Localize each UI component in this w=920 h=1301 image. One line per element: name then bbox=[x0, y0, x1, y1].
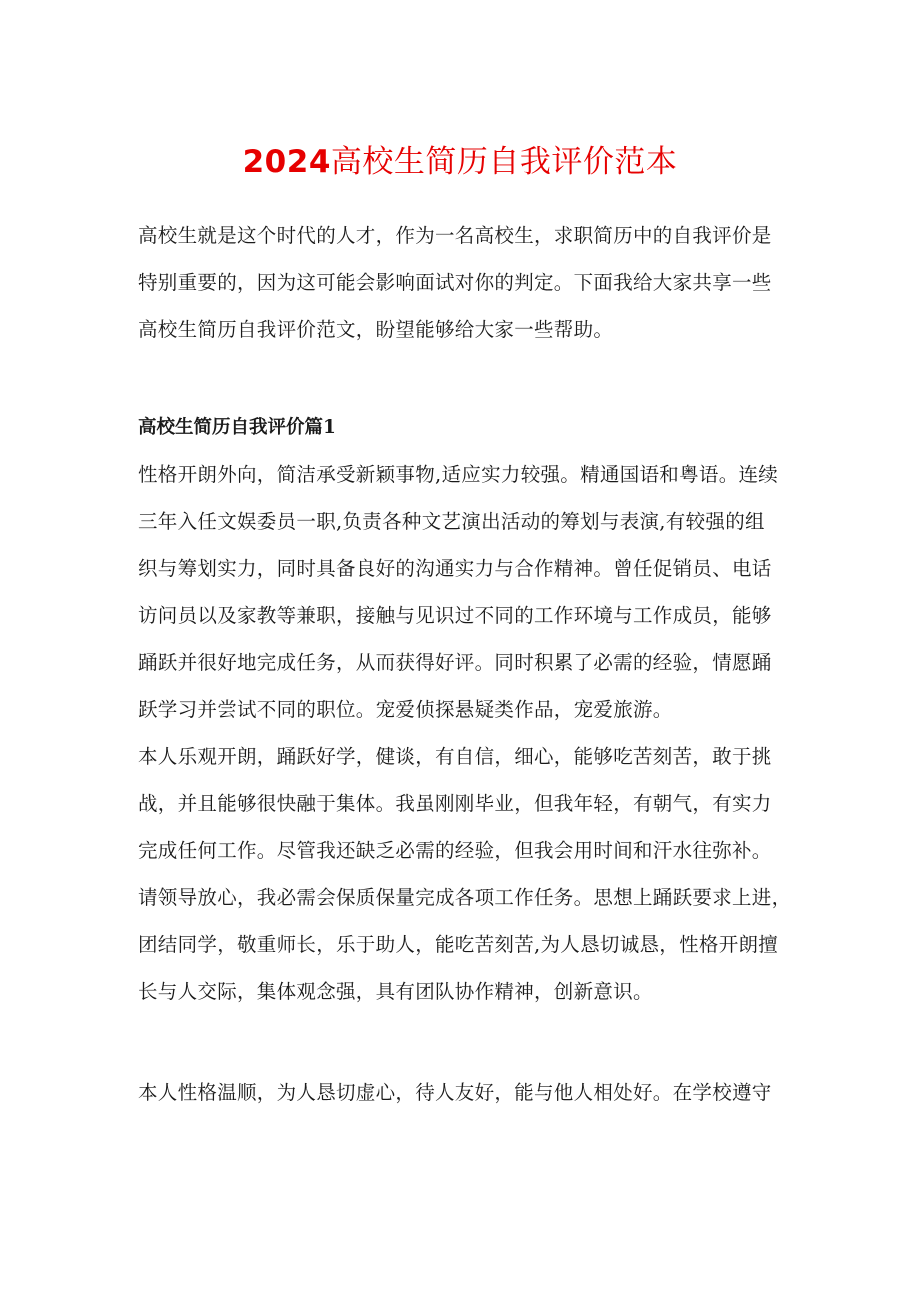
paragraph-line: 本人乐观开朗，踊跃好学，健谈，有自信，细心，能够吃苦刻苦，敢于挑 bbox=[138, 745, 772, 768]
paragraph-line: 请领导放心，我必需会保质保量完成各项工作任务。思想上踊跃要求上进， bbox=[138, 886, 792, 909]
paragraph-line: 长与人交际，集体观念强，具有团队协作精神，创新意识。 bbox=[138, 980, 653, 1003]
paragraph-line: 三年入任文娱委员一职,负责各种文艺演出活动的筹划与表演,有较强的组 bbox=[138, 510, 765, 533]
intro-line: 高校生简历自我评价范文，盼望能够给大家一些帮助。 bbox=[138, 318, 614, 341]
paragraph-3 bbox=[138, 1069, 790, 1116]
paragraph-line: 性格开朗外向，简洁承受新颖事物,适应实力较强。精通国语和粤语。连续 bbox=[138, 463, 779, 486]
intro-line: 特别重要的，因为这可能会影响面试对你的判定。下面我给大家共享一些 bbox=[138, 271, 772, 294]
title-year: 2024 bbox=[242, 144, 331, 180]
paragraph-line: 完成任何工作。尽管我还缺乏必需的经验，但我会用时间和汗水往弥补。 bbox=[138, 839, 772, 862]
paragraph-line: 访问员以及家教等兼职，接触与见识过不同的工作环境与工作成员，能够 bbox=[138, 604, 772, 627]
title-text: 高校生简历自我评价范本 bbox=[330, 144, 678, 180]
section-heading: 高校生简历自我评价篇1 bbox=[138, 417, 336, 438]
paragraph-line: 织与筹划实力，同时具备良好的沟通实力与合作精神。曾任促销员、电话 bbox=[138, 557, 772, 580]
paragraph-1 bbox=[138, 451, 790, 733]
paragraph-line: 团结同学，敬重师长，乐于助人，能吃苦刻苦,为人恳切诚恳，性格开朗擅 bbox=[138, 933, 779, 956]
intro-line: 高校生就是这个时代的人才，作为一名高校生，求职简历中的自我评价是 bbox=[138, 224, 772, 247]
intro-paragraph bbox=[138, 212, 790, 353]
paragraph-line: 战，并且能够很快融于集体。我虽刚刚毕业，但我年轻，有朝气，有实力 bbox=[138, 792, 772, 815]
document-title bbox=[0, 140, 920, 184]
paragraph-line: 跃学习并尝试不同的职位。宠爱侦探悬疑类作品，宠爱旅游。 bbox=[138, 698, 673, 721]
paragraph-2 bbox=[138, 733, 790, 1015]
paragraph-line: 踊跃并很好地完成任务，从而获得好评。同时积累了必需的经验，情愿踊 bbox=[138, 651, 772, 674]
paragraph-line: 本人性格温顺，为人恳切虚心，待人友好，能与他人相处好。在学校遵守 bbox=[138, 1081, 772, 1104]
